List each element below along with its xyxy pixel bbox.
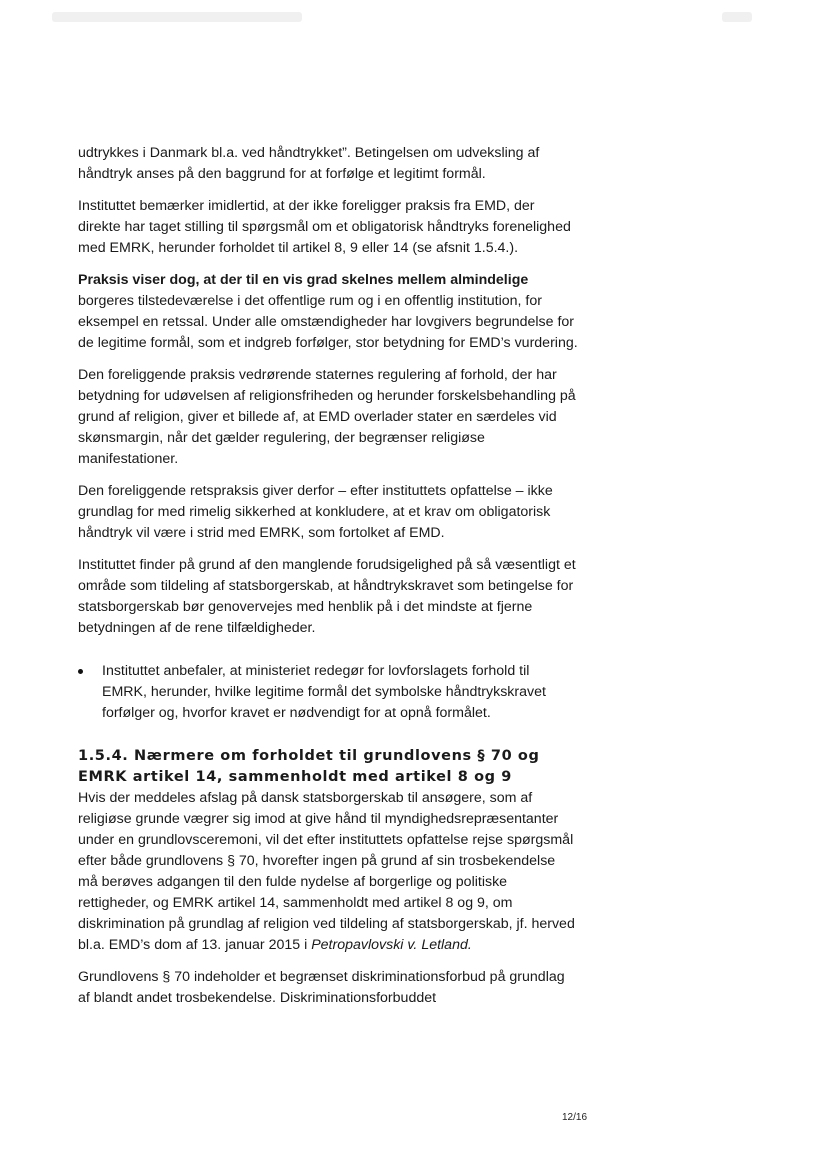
recommendation-list (78, 661, 578, 724)
paragraph-3-bold-lead: Praksis viser dog, at der til en vis grad skelnes mellem almindelige (78, 272, 529, 288)
paragraph-5: Den foreliggende retspraksis giver derfor – efter instituttets opfattelse – ikke grundlag for med rimelig sikkerhed at konkludere, at et krav om obligatorisk håndtryk vil være i strid med EMRK, som fortolket af EMD. (78, 483, 553, 541)
paragraph-6: Instituttet finder på grund af den manglende forudsigelighed på så væsentligt et område som tildeling af statsborgerskab, at håndtrykskravet som betingelse for statsborgerskab bør genovervejes med henblik på i det mindste at fjerne betydningen af de rene tilfældigheder. (78, 557, 576, 636)
section-paragraph-1 (78, 788, 578, 956)
case-name: Petropavlovski v. Letland. (311, 937, 472, 953)
paragraph-4: Den foreliggende praksis vedrørende staternes regulering af forhold, der har betydning for udøvelsen af religionsfriheden og herunder forskelsbehandling på grund af religion, giver et billede af, at EMD overlader stater en særdeles vid skønsmargin, når det gælder regulering, der begrænser religiøse manifestationer. (78, 367, 576, 467)
header-left-text (52, 12, 302, 22)
section-heading: 1.5.4. Nærmere om forholdet til grundlovens § 70 og EMRK artikel 14, sammenholdt med artikel 8 og 9 (78, 748, 540, 785)
paragraph-3-text: borgeres tilstedeværelse i det offentlige rum og i en offentlig institution, for eksempel en retssal. Under alle omstændigheder har lovgivers begrundelse for de legitime formål, som et indgreb forfølger, stor betydning for EMD’s vurdering. (78, 293, 578, 351)
document-body (78, 143, 578, 1020)
paragraph-3 (78, 270, 578, 354)
recommendation-text: Instituttet anbefaler, at ministeriet redegør for lovforslagets forhold til EMRK, herunder, hvilke legitime formål det symbolske håndtrykskravet forfølger og, hvorfor kravet er nødvendigt for at opnå formålet. (102, 663, 546, 721)
page-number: 12/16 (562, 1112, 588, 1123)
recommendation-item (78, 661, 578, 724)
section-paragraph-1-text: Hvis der meddeles afslag på dansk statsborgerskab til ansøgere, som af religiøse grunde vægrer sig imod at give hånd til myndighedsrepræsentanter under en grundlovsceremoni, vil det efter instituttets opfattelse rejse spørgsmål efter både grundlovens § 70, hvorefter ingen på grund af sin trosbekendelse må berøves adgangen til den fulde nydelse af borgerlige og politiske rettigheder, og EMRK artikel 14, sammenholdt med artikel 8 og 9, om diskrimination på grundlag af religion ved tildeling af statsborgerskab, jf. herved bl.a. EMD’s dom af 13. januar 2015 i (78, 790, 575, 953)
page-header (52, 12, 752, 26)
paragraph-1: udtrykkes i Danmark bl.a. ved håndtrykket”. Betingelsen om udveksling af håndtryk anses på den baggrund for at forfølge et legitimt formål. (78, 145, 540, 182)
section-paragraph-2: Grundlovens § 70 indeholder et begrænset diskriminationsforbud på grundlag af blandt andet trosbekendelse. Diskriminationsforbuddet (78, 969, 565, 1006)
paragraph-2: Instituttet bemærker imidlertid, at der ikke foreligger praksis fra EMD, der direkte har taget stilling til spørgsmål om et obligatorisk håndtryks forenelighed med EMRK, herunder forholdet til artikel 8, 9 eller 14 (se afsnit 1.5.4.). (78, 198, 571, 256)
bullet-icon (78, 669, 83, 674)
header-right-text (722, 12, 752, 22)
